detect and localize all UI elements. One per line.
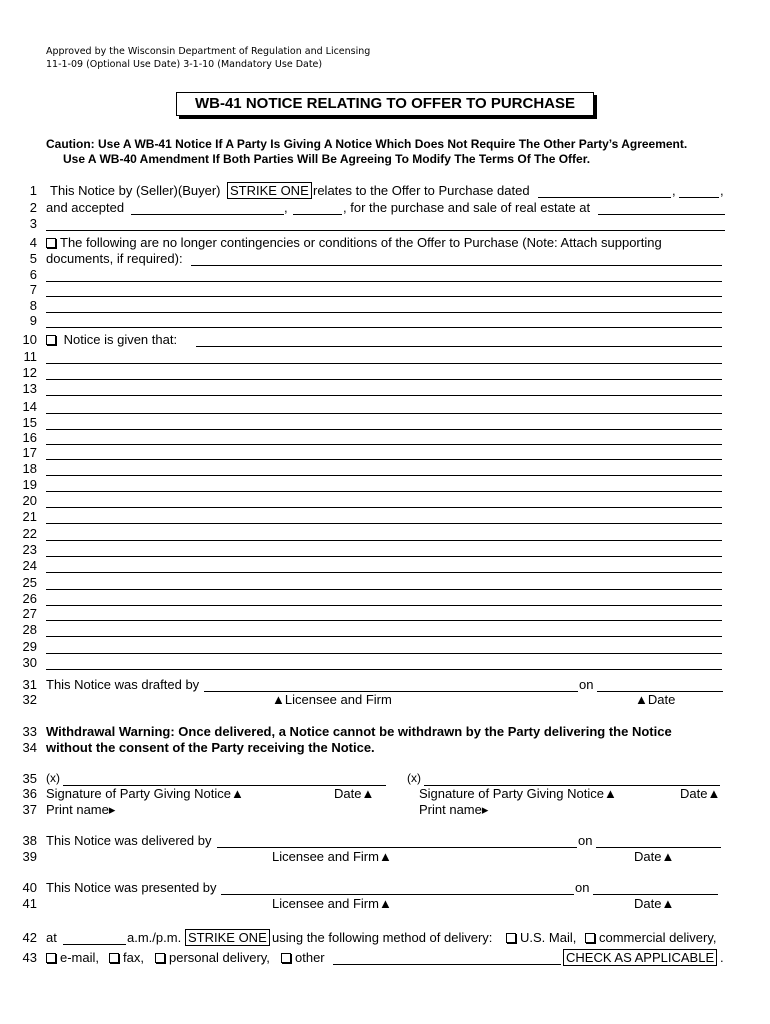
caution-line-1: Caution: Use A WB-41 Notice If A Party Is Giving A Notice Which Does Not Require The Other Party’s Agreement. (46, 137, 688, 151)
blank-line-field[interactable] (46, 589, 722, 590)
form-line-20 (0, 493, 770, 509)
licensee-firm-text: Licensee and Firm (284, 692, 392, 707)
form-line-28 (0, 622, 770, 638)
check-as-applicable-box: CHECK AS APPLICABLE (563, 949, 717, 966)
line-number: 43 (22, 950, 37, 965)
blank-line-field[interactable] (46, 507, 722, 508)
delivered-by-label: This Notice was delivered by (46, 833, 212, 848)
signature-caption-2: Signature of Party Giving Notice▲ (419, 786, 617, 801)
line-number: 13 (22, 381, 37, 396)
line-number: 36 (22, 786, 37, 801)
blank-line-field[interactable] (46, 379, 722, 380)
form-line-10 (0, 332, 770, 348)
date-caption: ▲Date (635, 692, 676, 707)
line-number: 15 (22, 415, 37, 430)
blank-line-field[interactable] (46, 413, 722, 414)
form-line-3 (0, 216, 770, 232)
date-text: Date (680, 786, 708, 801)
form-line-13 (0, 381, 770, 397)
notice-given-checkbox[interactable] (46, 335, 56, 345)
line-number: 20 (22, 493, 37, 508)
withdrawal-warning-2: without the consent of the Party receiving the Notice. (46, 740, 375, 755)
documents-label: documents, if required): (46, 251, 183, 266)
date-text: Date (634, 849, 662, 864)
accepted-date-field[interactable] (131, 214, 284, 215)
line-number: 4 (29, 235, 37, 250)
line-number: 31 (22, 677, 37, 692)
real-estate-label: , for the purchase and sale of real estate at (343, 200, 591, 215)
licensee-firm-text: Licensee and Firm (272, 896, 379, 911)
fax-text: fax, (123, 950, 144, 965)
line-number: 32 (22, 692, 37, 707)
licensee-firm-caption: ▲Licensee and Firm (272, 692, 392, 707)
form-line-18 (0, 461, 770, 477)
form-line-9 (0, 313, 770, 329)
fax-checkbox[interactable] (109, 953, 119, 963)
line-number: 23 (22, 542, 37, 557)
strike-one-box: STRIKE ONE (227, 182, 312, 199)
blank-line-field[interactable] (46, 572, 722, 573)
line-number: 10 (22, 332, 37, 347)
blank-line-field[interactable] (46, 556, 722, 557)
ampm-label: a.m./p.m. (127, 930, 182, 945)
signature-x-mark: (x) (46, 771, 60, 785)
form-line-17 (0, 445, 770, 461)
line-number: 38 (22, 833, 37, 848)
form-line-38 (0, 833, 770, 849)
line-number: 22 (22, 526, 37, 541)
print-name-text: Print name (419, 802, 482, 817)
approval-note: Approved by the Wisconsin Department of Regulation and Licensing (46, 46, 371, 57)
caution-line-2: Use A WB-40 Amendment If Both Parties Will Be Agreeing To Modify The Terms Of The Offer. (63, 152, 591, 166)
on-label: on (578, 833, 593, 848)
comma: , (672, 183, 676, 198)
line-number: 30 (22, 655, 37, 670)
other-text: other (295, 950, 325, 965)
line-number: 29 (22, 639, 37, 654)
blank-line-field[interactable] (46, 540, 722, 541)
line-number: 17 (22, 445, 37, 460)
us-mail-checkbox[interactable] (506, 933, 516, 943)
at-label: at (46, 930, 57, 945)
form-line-23 (0, 542, 770, 558)
form-line-37 (0, 802, 770, 818)
other-method-field[interactable] (333, 964, 561, 965)
form-line-11 (0, 349, 770, 365)
form-line-24 (0, 558, 770, 574)
date-text: Date (647, 692, 676, 707)
accepted-year-field[interactable] (293, 214, 342, 215)
commercial-text: commercial delivery, (599, 930, 717, 945)
blank-line-field[interactable] (46, 459, 722, 460)
form-line-12 (0, 365, 770, 381)
print-name-2: Print name▸ (419, 802, 489, 817)
form-line-19 (0, 477, 770, 493)
blank-line-field[interactable] (46, 296, 722, 297)
delivery-method-label: using the following method of delivery: (272, 930, 493, 945)
presented-by-label: This Notice was presented by (46, 880, 217, 895)
notice-given-label (46, 332, 177, 347)
line-number: 5 (29, 251, 37, 266)
email-text: e-mail, (60, 950, 100, 965)
other-checkbox[interactable] (281, 953, 291, 963)
signature-x-mark: (x) (407, 771, 421, 785)
form-line-39 (0, 849, 770, 865)
offer-year-field[interactable] (679, 197, 719, 198)
line-number: 39 (22, 849, 37, 864)
line-number: 11 (23, 349, 37, 364)
form-line-29 (0, 639, 770, 655)
line-number: 7 (29, 282, 37, 297)
line-number: 18 (22, 461, 37, 476)
form-line-6 (0, 267, 770, 283)
date-caption: Date▲ (634, 896, 675, 911)
blank-line-field[interactable] (46, 475, 722, 476)
form-line-16 (0, 430, 770, 446)
line-number: 33 (22, 724, 37, 739)
licensee-firm-caption: Licensee and Firm▲ (272, 849, 392, 864)
line-number: 12 (22, 365, 37, 380)
contingencies-label (46, 235, 662, 250)
presented-by-field[interactable] (221, 894, 574, 895)
date-caption-1: Date▲ (334, 786, 375, 801)
fax-option (109, 950, 144, 965)
withdrawal-warning: Withdrawal Warning: Once delivered, a Notice cannot be withdrawn by the Party delivering the Notice (46, 724, 672, 739)
form-line-22 (0, 526, 770, 542)
line-number: 16 (22, 430, 37, 445)
us-mail-option (506, 930, 576, 945)
signature-caption-1: Signature of Party Giving Notice▲ (46, 786, 244, 801)
date-text: Date (634, 896, 662, 911)
form-line-25 (0, 575, 770, 591)
blank-line-field[interactable] (46, 363, 722, 364)
offer-dated-label: relates to the Offer to Purchase dated (313, 183, 530, 198)
line-number: 14 (22, 399, 37, 414)
property-address-field-2[interactable] (46, 230, 725, 231)
line-number: 9 (29, 313, 37, 328)
commercial-option (585, 930, 717, 945)
date-caption: Date▲ (634, 849, 675, 864)
presented-date-field[interactable] (593, 894, 718, 895)
form-line-2 (0, 200, 770, 216)
blank-line-field[interactable] (46, 669, 722, 670)
line-number: 27 (22, 606, 37, 621)
blank-line-field[interactable] (46, 620, 722, 621)
us-mail-text: U.S. Mail, (520, 930, 577, 945)
use-dates: 11-1-09 (Optional Use Date) 3-1-10 (Mandatory Use Date) (46, 59, 323, 70)
form-line-42 (0, 930, 770, 946)
comma: , (720, 183, 724, 198)
contingencies-text: The following are no longer contingencies or conditions of the Offer to Purchase (Note: Attach supporting (60, 235, 662, 250)
personal-checkbox[interactable] (155, 953, 165, 963)
contingencies-field[interactable] (191, 265, 722, 266)
line-number: 3 (29, 216, 37, 231)
form-line-7 (0, 282, 770, 298)
period: . (720, 950, 724, 965)
email-option (46, 950, 99, 965)
contingencies-checkbox[interactable] (46, 238, 56, 248)
line-number: 42 (22, 930, 37, 945)
line-number: 28 (22, 622, 37, 637)
form-line-30 (0, 655, 770, 671)
date-text: Date (334, 786, 362, 801)
delivery-time-field[interactable] (63, 944, 126, 945)
delivered-by-field[interactable] (217, 847, 577, 848)
print-name-text: Print name (46, 802, 109, 817)
form-line-1 (0, 183, 770, 199)
form-line-40 (0, 880, 770, 896)
line-number: 2 (29, 200, 37, 215)
line-number: 21 (22, 509, 37, 524)
signature-caption-text: Signature of Party Giving Notice (419, 786, 604, 801)
form-line-32 (0, 692, 770, 708)
form-line-26 (0, 591, 770, 607)
form-line-43 (0, 950, 770, 966)
line-number: 26 (22, 591, 37, 606)
form-line-27 (0, 606, 770, 622)
blank-line-field[interactable] (46, 395, 722, 396)
on-label: on (579, 677, 594, 692)
form-line-33 (0, 724, 770, 740)
delivered-date-field[interactable] (596, 847, 721, 848)
blank-line-field[interactable] (46, 523, 722, 524)
email-checkbox[interactable] (46, 953, 56, 963)
form-line-15 (0, 415, 770, 431)
notice-by-label: This Notice by (Seller)(Buyer) (50, 183, 221, 198)
line-number: 34 (22, 740, 37, 755)
line-number: 37 (22, 802, 37, 817)
form-line-36 (0, 786, 770, 802)
blank-line-field[interactable] (46, 327, 722, 328)
blank-line-field[interactable] (46, 653, 722, 654)
other-option (281, 950, 325, 965)
accepted-label: and accepted (46, 200, 125, 215)
licensee-firm-caption: Licensee and Firm▲ (272, 896, 392, 911)
form-line-5 (0, 251, 770, 267)
notice-given-text: Notice is given that: (63, 332, 178, 347)
line-number: 1 (29, 183, 37, 198)
drafted-by-label: This Notice was drafted by (46, 677, 200, 692)
notice-given-field[interactable] (196, 346, 722, 347)
offer-date-field[interactable] (538, 197, 671, 198)
form-line-41 (0, 896, 770, 912)
personal-option (155, 950, 270, 965)
line-number: 35 (22, 771, 37, 786)
form-line-4 (0, 235, 770, 251)
line-number: 25 (22, 575, 37, 590)
signature-caption-text: Signature of Party Giving Notice (46, 786, 231, 801)
line-number: 6 (29, 267, 37, 282)
line-number: 41 (22, 896, 37, 911)
date-caption-2: Date▲ (680, 786, 721, 801)
property-address-field[interactable] (598, 214, 725, 215)
personal-text: personal delivery, (169, 950, 270, 965)
form-line-14 (0, 399, 770, 415)
form-title: WB-41 NOTICE RELATING TO OFFER TO PURCHASE (176, 92, 594, 116)
print-name-1: Print name▸ (46, 802, 116, 817)
line-number: 40 (22, 880, 37, 895)
form-line-21 (0, 509, 770, 525)
line-number: 24 (22, 558, 37, 573)
comma: , (284, 200, 288, 215)
blank-line-field[interactable] (46, 491, 722, 492)
on-label: on (575, 880, 590, 895)
form-line-31 (0, 677, 770, 693)
form-line-34 (0, 740, 770, 756)
form-line-8 (0, 298, 770, 314)
form-line-35 (0, 771, 770, 787)
commercial-checkbox[interactable] (585, 933, 595, 943)
line-number: 8 (29, 298, 37, 313)
blank-line-field[interactable] (46, 636, 722, 637)
line-number: 19 (22, 477, 37, 492)
licensee-firm-text: Licensee and Firm (272, 849, 379, 864)
strike-one-box: STRIKE ONE (185, 929, 270, 946)
